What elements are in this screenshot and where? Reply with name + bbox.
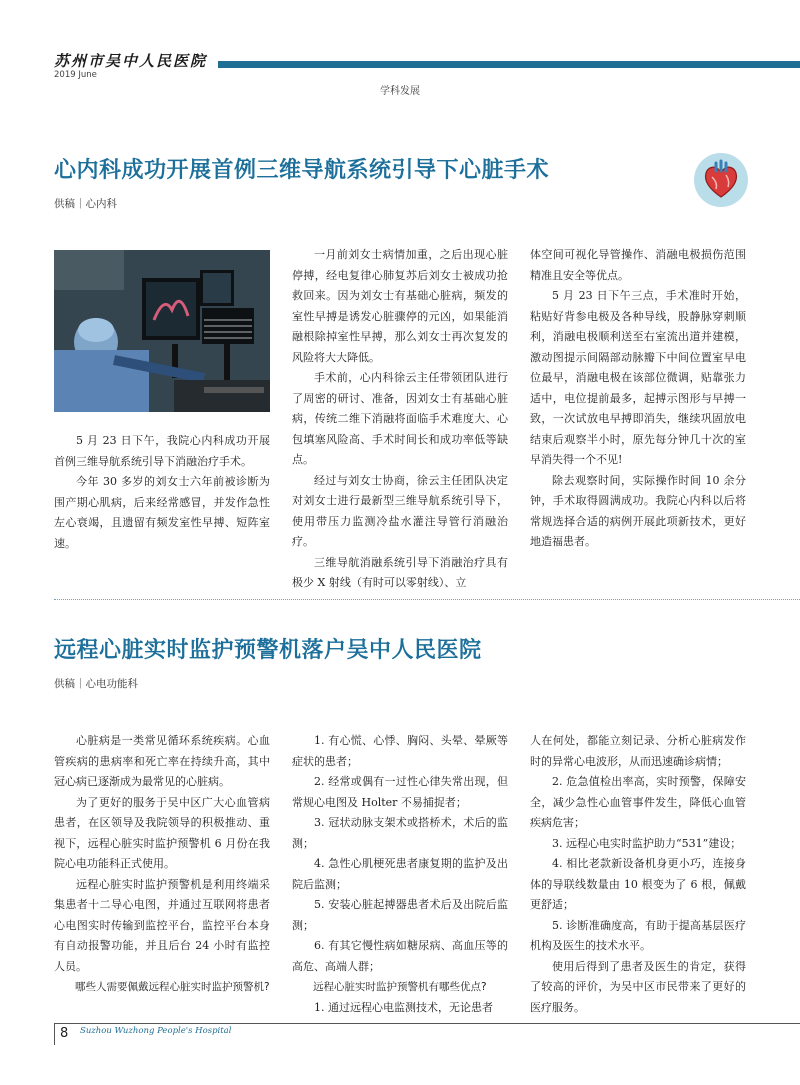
section-label: 学科发展: [380, 86, 420, 97]
masthead-bar: [218, 61, 800, 68]
paragraph: 远程心脏实时监护预警机是利用终端采集患者十二导心电图，并通过互联网将患者心电图实时传输到监控平台，监控平台本身有自动报警功能，并且后台 24 小时有监控人员。: [54, 877, 270, 973]
article2-column-1: [54, 731, 270, 998]
article2-column-3: [530, 731, 746, 1018]
paragraph: 体空间可视化导管操作、消融电极损伤范围精准且安全等优点。: [530, 248, 746, 282]
paragraph: 一月前刘女士病情加重，之后出现心脏停搏，经电复律心肺复苏后刘女士被成功抢救回来。因为刘女士有基础心脏病，频发的室性早搏是诱发心脏骤停的元凶，如果能消融根除掉室性早搏，那么刘女士再次复发的风险将大大降低。: [292, 248, 508, 364]
section-divider: [54, 599, 800, 600]
list-item: 1. 通过远程心电监测技术，无论患者: [314, 1000, 493, 1014]
paragraph: 今年 30 多岁的刘女士六年前被诊断为围产期心肌病，后来经常感冒，并发作急性左心衰竭，且遗留有频发室性早搏、短阵室速。: [54, 475, 270, 550]
article1-column-3: [530, 245, 746, 553]
masthead-title: 苏州市吴中人民医院: [54, 52, 208, 70]
issue-date: 2019 June: [54, 70, 97, 80]
article1-column-2: [292, 245, 508, 594]
article1-byline: 供稿｜心内科: [54, 198, 117, 210]
subheading: 远程心脏实时监护预警机有哪些优点?: [313, 981, 487, 993]
list-item: 5. 安装心脏起搏器患者术后及出院后监测；: [292, 898, 508, 932]
list-item: 2. 危急值检出率高，实时预警，保障安全，减少急性心血管事件发生，降低心血管疾病危害；: [530, 775, 746, 829]
paragraph: 除去观察时间，实际操作时间 10 余分钟，手术取得圆满成功。我院心内科以后将常规选择合适的病例开展此项新技术，更好地造福患者。: [530, 473, 746, 548]
list-item: 5. 诊断准确度高，有助于提高基层医疗机构及医生的技术水平。: [530, 918, 746, 952]
footer-rule: [72, 1023, 800, 1024]
paragraph: 经过与刘女士协商，徐云主任团队决定对刘女士进行最新型三维导航系统引导下，使用带压力监测冷盐水灌注导管行消融治疗。: [292, 473, 508, 548]
list-item: 人在何处，都能立刻记录、分析心脏病发作时的异常心电波形，从而迅速确诊病情；: [530, 734, 746, 768]
article2-title: 远程心脏实时监护预警机落户吴中人民医院: [54, 638, 482, 663]
paragraph: 手术前，心内科徐云主任带领团队进行了周密的研讨、准备，因刘女士有基础心脏病，传统二维下消融将面临手术难度大、心包填塞风险高、手术时间长和成功率低等缺点。: [292, 371, 508, 466]
list-item: 1. 有心慌、心悸、胸闷、头晕、晕厥等症状的患者；: [292, 734, 508, 768]
list-item: 4. 相比老款新设备机身更小巧，连接身体的导联线数量由 10 根变为了 6 根，佩戴更舒适；: [530, 857, 746, 911]
footer-hospital-name: Suzhou Wuzhong People's Hospital: [80, 1026, 232, 1036]
surgery-photo: [54, 250, 270, 412]
paragraph: 5 月 23 日下午，我院心内科成功开展首例三维导航系统引导下消融治疗手术。: [54, 434, 270, 468]
list-item: 2. 经常或偶有一过性心律失常出现，但常规心电图及 Holter 不易捕捉者；: [292, 775, 508, 809]
article1-column-1: [54, 431, 270, 554]
paragraph: 三维导航消融系统引导下消融治疗具有极少 X 射线（有时可以零射线）、立: [292, 555, 508, 589]
list-item: 4. 急性心肌梗死患者康复期的监护及出院后监测；: [292, 857, 508, 891]
list-item: 6. 有其它慢性病如糖尿病、高血压等的高危、高端人群；: [292, 939, 508, 973]
subheading: 哪些人需要佩戴远程心脏实时监护预警机?: [75, 981, 270, 993]
page-number: 8: [60, 1026, 69, 1041]
paragraph: 5 月 23 日下午三点，手术准时开始，粘贴好背参电极及各种导线，股静脉穿刺顺利，消融电极顺利送至右室流出道并建模，激动图提示间隔部动脉瓣下中间位置室早电位最早，消融电极在该部位微调，贴靠张力适中，电位提前最多，起搏示图形与早搏一致，一次试放电早搏即消失，继续巩固放电结束后观察半小时，原先每分钟几十次的室早消失得一个不见!: [530, 289, 746, 466]
heart-icon: [694, 153, 748, 207]
paragraph: 使用后得到了患者及医生的肯定，获得了较高的评价，为吴中区市民带来了更好的医疗服务。: [530, 959, 746, 1014]
article2-byline: 供稿｜心电功能科: [54, 678, 138, 690]
list-item: 3. 远程心电实时监护助力“531”建设；: [552, 836, 742, 850]
paragraph: 心脏病是一类常见循环系统疾病。心血管疾病的患病率和死亡率在持续升高，其中冠心病已逐渐成为最常见的心脏病。: [54, 734, 270, 788]
article2-column-2: [292, 731, 508, 1018]
paragraph: 为了更好的服务于吴中区广大心血管病患者，在区领导及我院领导的积极推动、重视下，远程心脏实时监护预警机 6 月份在我院心电功能科正式使用。: [54, 795, 270, 870]
list-item: 3. 冠状动脉支架术或搭桥术，术后的监测；: [292, 816, 508, 850]
article1-title: 心内科成功开展首例三维导航系统引导下心脏手术: [54, 158, 550, 183]
